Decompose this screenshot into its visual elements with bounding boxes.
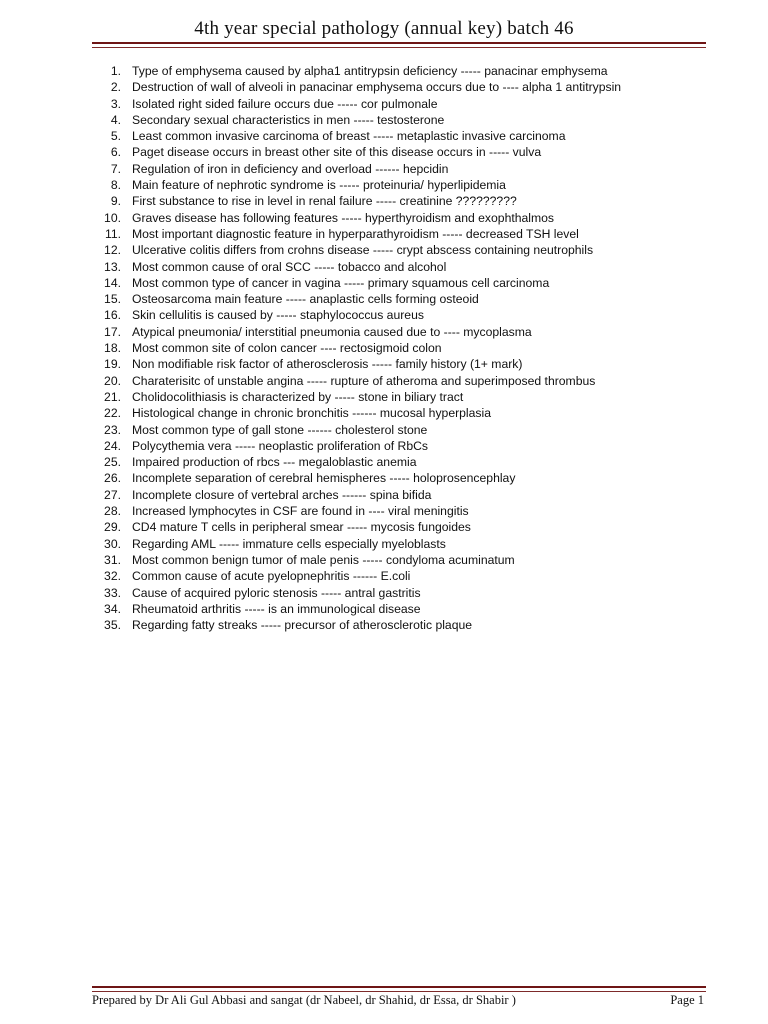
item-text: Regulation of iron in deficiency and overload ------ hepcidin	[132, 161, 449, 176]
list-item	[94, 324, 714, 340]
list-item	[94, 79, 714, 95]
list-item	[94, 291, 714, 307]
item-text: Skin cellulitis is caused by ----- staphylococcus aureus	[132, 308, 424, 323]
item-number: 31.	[104, 552, 121, 567]
item-number: 15.	[104, 292, 121, 307]
item-number: 10.	[104, 210, 121, 225]
list-item	[94, 307, 714, 323]
list-item	[94, 144, 714, 160]
list-item	[94, 487, 714, 503]
list-item	[94, 405, 714, 421]
item-number: 11.	[104, 226, 121, 241]
list-item	[94, 356, 714, 372]
list-item	[94, 242, 714, 258]
item-number: 2.	[110, 80, 121, 95]
item-number: 8.	[110, 178, 121, 193]
list-item	[94, 275, 714, 291]
item-number: 25.	[104, 455, 121, 470]
item-number: 28.	[104, 504, 121, 519]
item-text: Ulcerative colitis differs from crohns disease ----- crypt abscess containing neutrophils	[132, 243, 594, 258]
item-text: Most common type of cancer in vagina ----- primary squamous cell carcinoma	[132, 275, 550, 290]
item-number: 3.	[110, 96, 121, 111]
list-item	[94, 177, 714, 193]
item-text: Atypical pneumonia/ interstitial pneumonia caused due to ---- mycoplasma	[132, 324, 532, 339]
item-number: 6.	[110, 145, 121, 160]
item-text: Polycythemia vera ----- neoplastic proliferation of RbCs	[132, 438, 428, 453]
item-text: Secondary sexual characteristics in men ----- testosterone	[132, 112, 445, 127]
list-item	[94, 193, 714, 209]
item-number: 20.	[104, 373, 121, 388]
item-text: Charaterisitc of unstable angina ----- rupture of atheroma and superimposed thrombus	[132, 373, 596, 388]
list-item	[94, 210, 714, 226]
list-item	[94, 568, 714, 584]
item-number: 5.	[110, 129, 121, 144]
item-text: Least common invasive carcinoma of breast ----- metaplastic invasive carcinoma	[132, 129, 566, 144]
item-number: 13.	[104, 259, 121, 274]
footer-credits: Prepared by Dr Ali Gul Abbasi and sangat (dr Nabeel, dr Shahid, dr Essa, dr Shabir )	[92, 993, 516, 1007]
item-text: Most common type of gall stone ------ cholesterol stone	[132, 422, 428, 437]
footer-divider-thin	[92, 991, 706, 992]
page-title: 4th year special pathology (annual key) batch 46	[194, 18, 574, 39]
item-number: 14.	[104, 275, 121, 290]
item-text: Cholidocolithiasis is characterized by ----- stone in biliary tract	[132, 389, 464, 404]
item-text: Rheumatoid arthritis ----- is an immunological disease	[132, 601, 421, 616]
item-text: Most common cause of oral SCC ----- tobacco and alcohol	[132, 259, 447, 274]
list-item	[94, 63, 714, 79]
item-number: 1.	[110, 64, 121, 78]
item-number: 24.	[104, 438, 121, 453]
answer-key-list	[94, 63, 714, 633]
list-item	[94, 503, 714, 519]
item-number: 29.	[104, 520, 121, 535]
item-number: 22.	[104, 406, 121, 421]
list-item	[94, 161, 714, 177]
item-number: 7.	[110, 161, 121, 176]
list-item	[94, 552, 714, 568]
list-item	[94, 259, 714, 275]
item-number: 21.	[104, 389, 121, 404]
header-divider-thin	[92, 47, 706, 48]
list-item	[94, 96, 714, 112]
item-number: 27.	[104, 487, 121, 502]
list-item	[94, 617, 714, 633]
item-text: Most important diagnostic feature in hyperparathyroidism ----- decreased TSH level	[132, 226, 579, 241]
item-text: Most common site of colon cancer ---- rectosigmoid colon	[132, 341, 442, 356]
item-text: Histological change in chronic bronchitis ------ mucosal hyperplasia	[132, 406, 492, 421]
list-item	[94, 438, 714, 454]
item-number: 23.	[104, 422, 121, 437]
item-number: 4.	[110, 112, 121, 127]
list-item	[94, 373, 714, 389]
item-text: Cause of acquired pyloric stenosis ----- antral gastritis	[132, 585, 421, 600]
list-item	[94, 422, 714, 438]
item-number: 19.	[104, 357, 121, 372]
item-text: Impaired production of rbcs --- megaloblastic anemia	[132, 455, 417, 470]
item-text: First substance to rise in level in renal failure ----- creatinine ?????????	[132, 194, 517, 209]
list-item	[94, 112, 714, 128]
item-text: Isolated right sided failure occurs due ----- cor pulmonale	[132, 96, 438, 111]
item-text: Incomplete separation of cerebral hemispheres ----- holoprosencephlay	[132, 471, 516, 486]
item-text: Type of emphysema caused by alpha1 antitrypsin deficiency ----- panacinar emphysema	[132, 64, 608, 78]
list-item	[94, 340, 714, 356]
item-text: Most common benign tumor of male penis ----- condyloma acuminatum	[132, 552, 515, 567]
item-number: 32.	[104, 569, 121, 584]
item-number: 12.	[104, 243, 121, 258]
item-text: Main feature of nephrotic syndrome is ----- proteinuria/ hyperlipidemia	[132, 178, 506, 193]
item-number: 35.	[104, 618, 121, 633]
item-number: 33.	[104, 585, 121, 600]
item-text: Regarding AML ----- immature cells especially myeloblasts	[132, 536, 446, 551]
item-text: Increased lymphocytes in CSF are found in ---- viral meningitis	[132, 504, 469, 519]
item-text: Osteosarcoma main feature ----- anaplastic cells forming osteoid	[132, 292, 479, 307]
item-number: 16.	[104, 308, 121, 323]
item-number: 30.	[104, 536, 121, 551]
list-item	[94, 585, 714, 601]
list-item	[94, 601, 714, 617]
list-item	[94, 128, 714, 144]
item-text: CD4 mature T cells in peripheral smear ----- mycosis fungoides	[132, 520, 471, 535]
header-divider-thick	[92, 42, 706, 44]
list-item	[94, 454, 714, 470]
item-text: Paget disease occurs in breast other site of this disease occurs in ----- vulva	[132, 145, 542, 160]
list-item	[94, 519, 714, 535]
item-text: Incomplete closure of vertebral arches ------ spina bifida	[132, 487, 432, 502]
page-number: Page 1	[670, 993, 704, 1007]
item-number: 34.	[104, 601, 121, 616]
footer-divider-thick	[92, 986, 706, 988]
item-text: Destruction of wall of alveoli in panacinar emphysema occurs due to ---- alpha 1 antitrypsin	[132, 80, 622, 95]
item-number: 18.	[104, 341, 121, 356]
item-text: Common cause of acute pyelopnephritis ------ E.coli	[132, 569, 411, 584]
item-number: 17.	[104, 324, 121, 339]
item-text: Regarding fatty streaks ----- precursor of atherosclerotic plaque	[132, 618, 473, 633]
list-item	[94, 536, 714, 552]
list-item	[94, 389, 714, 405]
item-text: Graves disease has following features ----- hyperthyroidism and exophthalmos	[132, 210, 555, 225]
list-item	[94, 226, 714, 242]
item-text: Non modifiable risk factor of atherosclerosis ----- family history (1+ mark)	[132, 357, 523, 372]
item-number: 9.	[110, 194, 121, 209]
list-item	[94, 470, 714, 486]
item-number: 26.	[104, 471, 121, 486]
